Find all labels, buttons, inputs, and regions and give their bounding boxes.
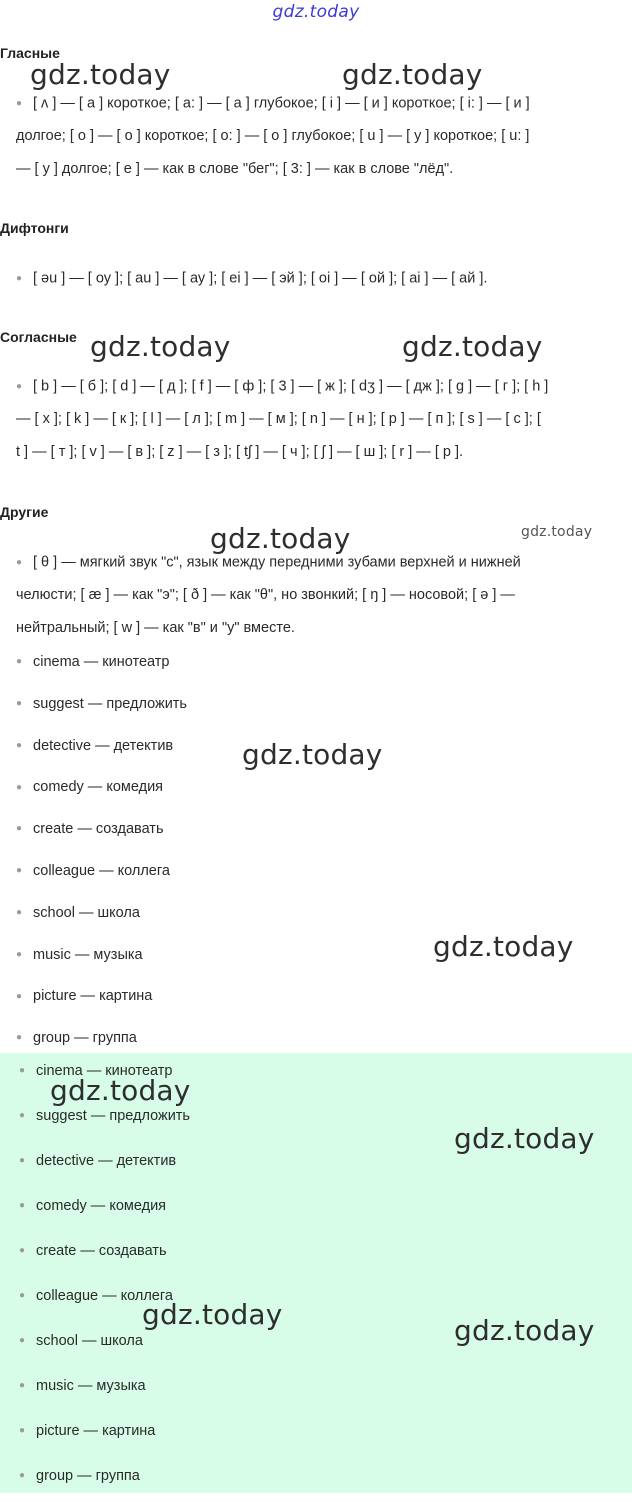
list-item: ● group — группа — [19, 1462, 190, 1507]
bullet-icon: ● — [16, 1032, 23, 1044]
list-item: ● detective — детектив — [16, 732, 187, 774]
site-logo[interactable]: gdz.today — [272, 2, 360, 22]
bullet-icon: ● — [16, 906, 23, 918]
watermark: gdz.today — [210, 522, 351, 555]
watermark: gdz.today — [30, 58, 171, 91]
bullet-icon: ● — [16, 557, 23, 568]
watermark: gdz.today — [342, 58, 483, 91]
list-item: ● cinema — кинотеатр — [19, 1057, 190, 1102]
bullet-icon: ● — [16, 739, 23, 751]
bullet-icon: ● — [19, 1200, 26, 1212]
list-item: ● detective — детектив — [19, 1147, 190, 1192]
others-heading: Другие — [0, 504, 49, 520]
watermark: gdz.today — [433, 930, 574, 963]
vowels-heading: Гласные — [0, 45, 60, 61]
vowels-line: ● [ ʌ ] — [ а ] короткое; [ a: ] — [ а ] глубокое; [ i ] — [ и ] короткое; [ i: ] — [ и ] — [16, 87, 620, 120]
bullet-icon: ● — [19, 1110, 26, 1122]
bullet-icon: ● — [19, 1380, 26, 1392]
diphthongs-heading: Дифтонги — [0, 220, 69, 236]
list-item: ● create — создавать — [19, 1237, 190, 1282]
watermark: gdz.today — [521, 524, 593, 540]
bullet-icon: ● — [16, 990, 23, 1002]
bullet-icon: ● — [19, 1155, 26, 1167]
bullet-icon: ● — [16, 823, 23, 835]
list-item: ● create — создавать — [16, 815, 187, 857]
others-line: челюсти; [ æ ] — как "э"; [ ð ] — как "θ", но звонкий; [ ŋ ] — носовой; [ ə ] — — [16, 587, 515, 604]
consonants-line: t ] — [ т ]; [ v ] — [ в ]; [ z ] — [ з ]; [ tʃ ] — [ ч ]; [ ʃ ] — [ ш ]; [ r ] — [ р ]. — [16, 444, 464, 461]
consonants-line: ● [ b ] — [ б ]; [ d ] — [ д ]; [ f ] — [ ф ]; [ 3 ] — [ ж ]; [ dʒ ] — [ дж ]; [ g ] — [ г ]; [ h ] — [16, 370, 620, 403]
list-item: ● group — группа — [16, 1024, 187, 1066]
bullet-icon: ● — [19, 1065, 26, 1077]
bullet-icon: ● — [16, 865, 23, 877]
bullet-icon: ● — [16, 98, 23, 109]
watermark: gdz.today — [454, 1122, 595, 1155]
list-item: ● school — школа — [16, 899, 187, 941]
list-item: ● picture — картина — [19, 1417, 190, 1462]
watermark: gdz.today — [90, 330, 231, 363]
bullet-icon: ● — [16, 381, 23, 392]
list-item: ● school — школа — [19, 1327, 190, 1372]
bullet-icon: ● — [16, 781, 23, 793]
consonants-heading: Согласные — [0, 329, 77, 345]
diphthongs-line: ● [ əu ] — [ оу ]; [ au ] — [ ау ]; [ ei ] — [ эй ]; [ oi ] — [ ой ]; [ ai ] — [ ай ]. — [16, 262, 620, 295]
bullet-icon: ● — [19, 1335, 26, 1347]
vowels-line: — [ у ] долгое; [ e ] — как в слове "бег"; [ 3: ] — как в слове "лёд". — [16, 161, 454, 178]
list-item: ● comedy — комедия — [16, 773, 187, 815]
list-item: ● colleague — коллега — [19, 1282, 190, 1327]
others-line: ● [ θ ] — мягкий звук "с", язык между передними зубами верхней и нижней — [16, 546, 620, 579]
diphthongs-paragraph — [16, 262, 620, 295]
vocab-list — [16, 648, 187, 1066]
bullet-icon: ● — [16, 656, 23, 668]
list-item: ● cinema — кинотеатр — [16, 648, 187, 690]
list-item: ● suggest — предложить — [19, 1102, 190, 1147]
watermark: gdz.today — [402, 330, 543, 363]
vowels-paragraph — [16, 87, 620, 186]
watermark: gdz.today — [242, 738, 383, 771]
bullet-icon: ● — [16, 697, 23, 709]
others-paragraph — [16, 546, 620, 645]
list-item: ● comedy — комедия — [19, 1192, 190, 1237]
vowels-line: долгое; [ o ] — [ о ] короткое; [ o: ] — [ о ] глубокое; [ u ] — [ у ] короткое; [ u: ] — [16, 128, 530, 145]
answer-list — [19, 1057, 190, 1507]
watermark: gdz.today — [50, 1074, 191, 1107]
watermark: gdz.today — [454, 1314, 595, 1347]
list-item: ● colleague — коллега — [16, 857, 187, 899]
bullet-icon: ● — [16, 273, 23, 284]
bullet-icon: ● — [19, 1290, 26, 1302]
list-item: ● music — музыка — [16, 941, 187, 983]
bullet-icon: ● — [19, 1470, 26, 1482]
bullet-icon: ● — [16, 948, 23, 960]
bullet-icon: ● — [19, 1425, 26, 1437]
consonants-line: — [ х ]; [ k ] — [ к ]; [ l ] — [ л ]; [ m ] — [ м ]; [ n ] — [ н ]; [ p ] — [ п ]; [ s ] — [ с ]; [ — [16, 411, 541, 428]
consonants-paragraph — [16, 370, 620, 469]
list-item: ● picture — картина — [16, 982, 187, 1024]
watermark: gdz.today — [142, 1298, 283, 1331]
bullet-icon: ● — [19, 1245, 26, 1257]
list-item: ● music — музыка — [19, 1372, 190, 1417]
list-item: ● suggest — предложить — [16, 690, 187, 732]
others-line: нейтральный; [ w ] — как "в" и "у" вместе. — [16, 620, 295, 637]
